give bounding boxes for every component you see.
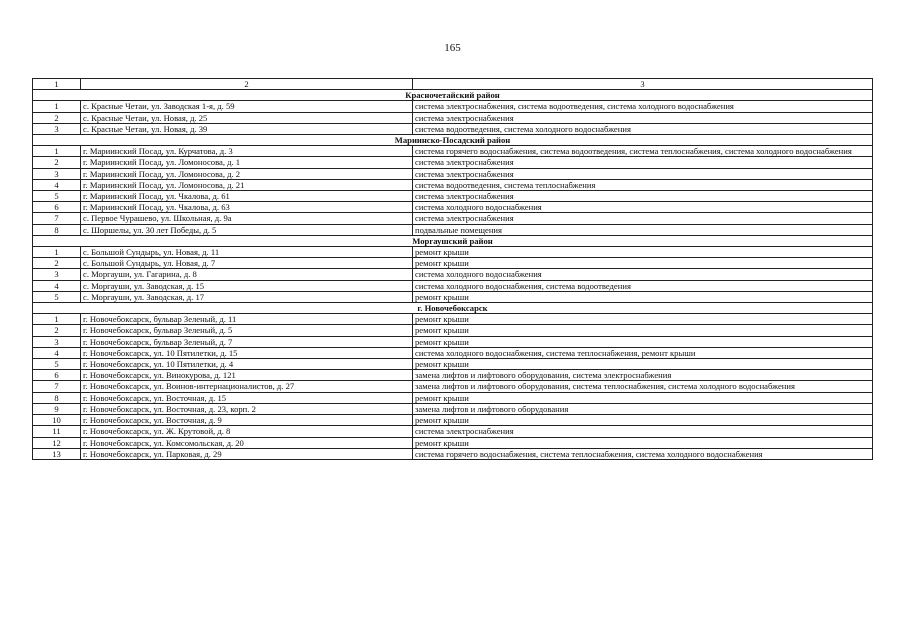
table-row: [33, 157, 873, 168]
table-row: [33, 101, 873, 112]
district-header-row: [33, 303, 873, 314]
row-number: 5: [33, 291, 81, 302]
table-row: [33, 191, 873, 202]
table-row: [33, 415, 873, 426]
district-name: Красночетайский район: [33, 90, 873, 101]
row-works: ремонт крыши: [413, 437, 873, 448]
row-works: замена лифтов и лифтового оборудования, система теплоснабжения, система холодного водоснабжения: [413, 381, 873, 392]
row-works: система электроснабжения: [413, 112, 873, 123]
row-works: система холодного водоснабжения, система теплоснабжения, ремонт крыши: [413, 347, 873, 358]
row-number: 4: [33, 179, 81, 190]
row-address: с. Шоршелы, ул. 30 лет Победы, д. 5: [81, 224, 413, 235]
table-row: [33, 392, 873, 403]
district-header-row: [33, 235, 873, 246]
row-number: 8: [33, 392, 81, 403]
table-row: [33, 403, 873, 414]
row-works: ремонт крыши: [413, 314, 873, 325]
district-name: Моргаушский район: [33, 235, 873, 246]
row-address: г. Мариинский Посад, ул. Чкалова, д. 61: [81, 191, 413, 202]
row-number: 6: [33, 202, 81, 213]
table-row: [33, 448, 873, 459]
row-works: ремонт крыши: [413, 392, 873, 403]
table-row: [33, 213, 873, 224]
table-row: [33, 146, 873, 157]
district-header-row: [33, 90, 873, 101]
row-works: система горячего водоснабжения, система водоотведения, система теплоснабжения, система холодного водоснабжения: [413, 146, 873, 157]
row-number: 7: [33, 381, 81, 392]
table-row: [33, 347, 873, 358]
row-works: система электроснабжения: [413, 213, 873, 224]
header-cell-number: 1: [33, 79, 81, 90]
table-row: [33, 224, 873, 235]
row-works: система холодного водоснабжения, система водоотведения: [413, 280, 873, 291]
row-number: 7: [33, 213, 81, 224]
row-address: с. Красные Четаи, ул. Заводская 1-я, д. 59: [81, 101, 413, 112]
row-address: г. Новочебоксарск, ул. 10 Пятилетки, д. 4: [81, 359, 413, 370]
row-works: ремонт крыши: [413, 247, 873, 258]
table-row: [33, 247, 873, 258]
row-number: 4: [33, 347, 81, 358]
row-address: г. Мариинский Посад, ул. Курчатова, д. 3: [81, 146, 413, 157]
table-row: [33, 359, 873, 370]
row-address: г. Новочебоксарск, бульвар Зеленый, д. 11: [81, 314, 413, 325]
district-name: Мариинско-Посадский район: [33, 135, 873, 146]
table-row: [33, 179, 873, 190]
row-number: 8: [33, 224, 81, 235]
page-number: 165: [444, 42, 461, 54]
row-number: 3: [33, 168, 81, 179]
row-address: г. Новочебоксарск, ул. Винокурова, д. 121: [81, 370, 413, 381]
row-works: система водоотведения, система холодного водоснабжения: [413, 123, 873, 134]
row-works: система электроснабжения: [413, 191, 873, 202]
row-works: система водоотведения, система теплоснабжения: [413, 179, 873, 190]
row-works: система холодного водоснабжения: [413, 269, 873, 280]
row-number: 2: [33, 258, 81, 269]
row-works: система горячего водоснабжения, система теплоснабжения, система холодного водоснабжения: [413, 448, 873, 459]
header-cell-works: 3: [413, 79, 873, 90]
repair-table: [32, 78, 873, 460]
row-number: 1: [33, 146, 81, 157]
row-number: 13: [33, 448, 81, 459]
row-address: г. Новочебоксарск, ул. Восточная, д. 15: [81, 392, 413, 403]
row-address: г. Мариинский Посад, ул. Чкалова, д. 63: [81, 202, 413, 213]
row-works: система электроснабжения: [413, 157, 873, 168]
table-body: [33, 79, 873, 460]
row-address: г. Новочебоксарск, ул. Комсомольская, д. 20: [81, 437, 413, 448]
row-number: 1: [33, 314, 81, 325]
row-works: ремонт крыши: [413, 359, 873, 370]
row-address: г. Новочебоксарск, бульвар Зеленый, д. 5: [81, 325, 413, 336]
row-address: г. Новочебоксарск, ул. Ж. Крутовой, д. 8: [81, 426, 413, 437]
row-address: с. Первое Чурашево, ул. Школьная, д. 9а: [81, 213, 413, 224]
row-address: с. Моргауши, ул. Заводская, д. 15: [81, 280, 413, 291]
row-number: 10: [33, 415, 81, 426]
row-works: система электроснабжения: [413, 426, 873, 437]
row-number: 3: [33, 269, 81, 280]
row-works: подвальные помещения: [413, 224, 873, 235]
table-row: [33, 426, 873, 437]
row-address: г. Новочебоксарск, ул. Восточная, д. 23, корп. 2: [81, 403, 413, 414]
table-row: [33, 314, 873, 325]
table-row: [33, 336, 873, 347]
table-row: [33, 168, 873, 179]
row-works: система электроснабжения, система водоотведения, система холодного водоснабжения: [413, 101, 873, 112]
row-number: 2: [33, 325, 81, 336]
row-number: 12: [33, 437, 81, 448]
row-address: г. Новочебоксарск, бульвар Зеленый, д. 7: [81, 336, 413, 347]
table-row: [33, 258, 873, 269]
row-works: ремонт крыши: [413, 325, 873, 336]
table-row: [33, 370, 873, 381]
table-row: [33, 325, 873, 336]
row-number: 4: [33, 280, 81, 291]
row-works: замена лифтов и лифтового оборудования: [413, 403, 873, 414]
table-row: [33, 269, 873, 280]
row-address: с. Большой Сундырь, ул. Новая, д. 7: [81, 258, 413, 269]
row-number: 3: [33, 123, 81, 134]
row-address: г. Мариинский Посад, ул. Ломоносова, д. 1: [81, 157, 413, 168]
row-number: 5: [33, 359, 81, 370]
row-number: 6: [33, 370, 81, 381]
row-number: 5: [33, 191, 81, 202]
row-address: г. Новочебоксарск, ул. 10 Пятилетки, д. 15: [81, 347, 413, 358]
row-works: система электроснабжения: [413, 168, 873, 179]
row-number: 1: [33, 101, 81, 112]
row-number: 3: [33, 336, 81, 347]
row-address: г. Мариинский Посад, ул. Ломоносова, д. 2: [81, 168, 413, 179]
table-row: [33, 123, 873, 134]
row-works: ремонт крыши: [413, 415, 873, 426]
row-works: замена лифтов и лифтового оборудования, система электроснабжения: [413, 370, 873, 381]
row-works: ремонт крыши: [413, 336, 873, 347]
header-cell-address: 2: [81, 79, 413, 90]
table-row: [33, 381, 873, 392]
district-name: г. Новочебоксарск: [33, 303, 873, 314]
row-address: г. Новочебоксарск, ул. Парковая, д. 29: [81, 448, 413, 459]
row-works: система холодного водоснабжения: [413, 202, 873, 213]
row-address: г. Новочебоксарск, ул. Восточная, д. 9: [81, 415, 413, 426]
table-row: [33, 291, 873, 302]
row-address: г. Новочебоксарск, ул. Воинов-интернационалистов, д. 27: [81, 381, 413, 392]
table-row: [33, 202, 873, 213]
row-number: 2: [33, 112, 81, 123]
row-address: с. Большой Сундырь, ул. Новая, д. 11: [81, 247, 413, 258]
row-address: с. Моргауши, ул. Гагарина, д. 8: [81, 269, 413, 280]
row-number: 9: [33, 403, 81, 414]
row-number: 2: [33, 157, 81, 168]
table-row: [33, 280, 873, 291]
row-works: ремонт крыши: [413, 258, 873, 269]
row-address: с. Красные Четаи, ул. Новая, д. 39: [81, 123, 413, 134]
row-address: с. Моргауши, ул. Заводская, д. 17: [81, 291, 413, 302]
row-number: 1: [33, 247, 81, 258]
row-works: ремонт крыши: [413, 291, 873, 302]
table-row: [33, 437, 873, 448]
header-row: [33, 79, 873, 90]
row-address: с. Красные Четаи, ул. Новая, д. 25: [81, 112, 413, 123]
row-number: 11: [33, 426, 81, 437]
row-address: г. Мариинский Посад, ул. Ломоносова, д. 21: [81, 179, 413, 190]
table-row: [33, 112, 873, 123]
district-header-row: [33, 135, 873, 146]
